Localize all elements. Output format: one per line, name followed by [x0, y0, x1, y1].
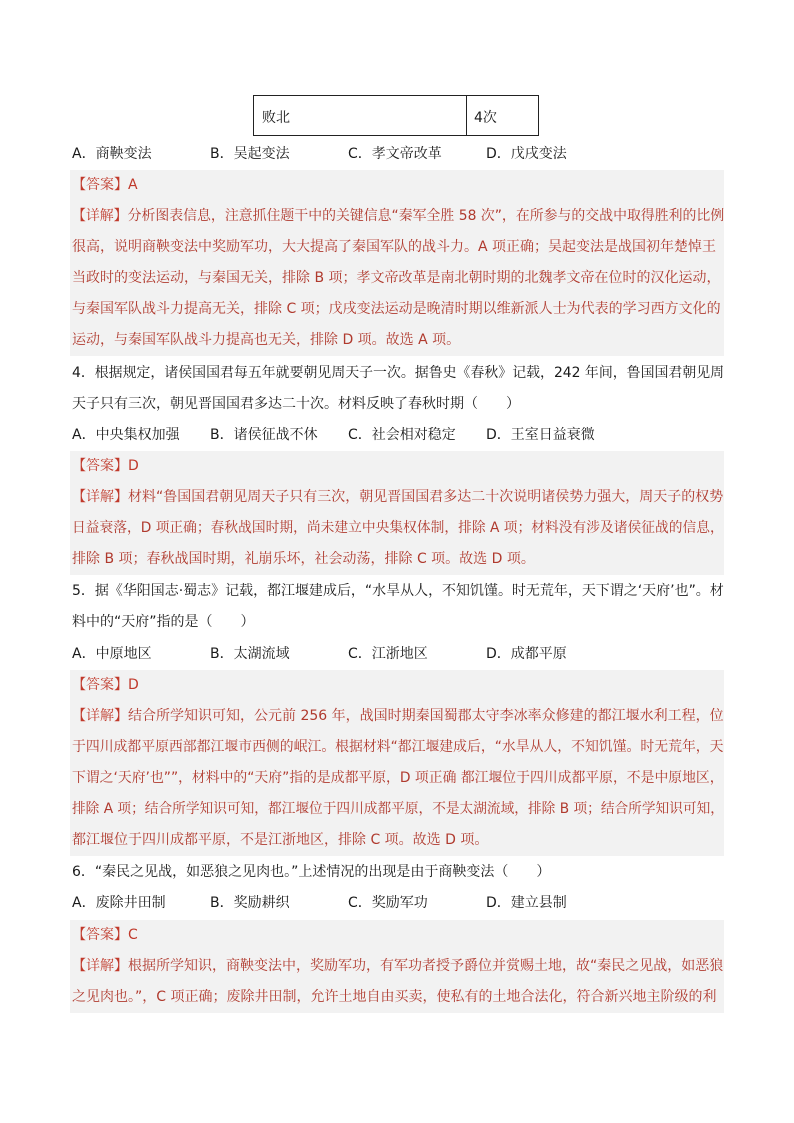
table-cell-outcome: 败北: [254, 96, 467, 135]
q6-option-c: C．奖励军功: [348, 895, 428, 911]
q3-option-a: A．商鞅变法: [72, 146, 152, 162]
answer-value: D: [128, 677, 139, 693]
q3-option-d: D．戊戌变法: [486, 146, 567, 162]
q3-answer: [72, 176, 724, 194]
q6-options: [72, 894, 724, 912]
q6-option-a: A．废除井田制: [72, 895, 166, 911]
detail-label: 【详解】: [72, 708, 128, 724]
q5-detail-line-4: 排除 A 项；结合所学知识可知，都江堰位于四川成都平原，不是太湖流域，排除 B 项；结合所学知识可知，: [72, 801, 724, 817]
q5-detail-line-5: 都江堰位于四川成都平原，不是江浙地区，排除 C 项。故选 D 项。: [72, 832, 489, 848]
answer-value: C: [128, 927, 138, 943]
detail-text: 材料“鲁国国君朝见周天子只有三次，朝见晋国国君多达二十次说明诸侯势力强大，周天子的权势: [128, 489, 724, 505]
detail-label: 【详解】: [72, 489, 128, 505]
q6-detail-line-1: [72, 957, 724, 975]
q6-answer: [72, 926, 724, 944]
detail-text: 结合所学知识可知，公元前 256 年，战国时期秦国蜀郡太守李冰率众修建的都江堰水利工程，位: [128, 708, 724, 724]
q6-option-d: D．建立县制: [486, 895, 567, 911]
answer-value: A: [128, 177, 138, 193]
q5-detail-line-1: [72, 707, 724, 725]
q6-option-b: B．奖励耕织: [210, 895, 290, 911]
q5-detail-line-3: 下谓之‘天府’也””，材料中的“天府”指的是成都平原，D 项正确 都江堰位于四川成都平原，不是中原地区，: [72, 770, 724, 786]
q5-options: [72, 645, 724, 663]
q3-detail-line-5: 运动，与秦国军队战斗力提高也无关，排除 D 项。故选 A 项。: [72, 332, 461, 348]
q3-option-c: C．孝文帝改革: [348, 146, 442, 162]
q6-stem-line-1: 6．“秦民之见战，如恶狼之见肉也。”上述情况的出现是由于商鞅变法（ ）: [72, 864, 551, 880]
answer-label: 【答案】: [72, 927, 128, 943]
q5-option-c: C．江浙地区: [348, 646, 428, 662]
q3-detail-line-3: 当政时的变法运动，与秦国无关，排除 B 项；孝文帝改革是南北朝时期的北魏孝文帝在位时的汉化运动，: [72, 270, 721, 286]
q3-detail-line-4: 与秦国军队战斗力提高无关，排除 C 项；戊戌变法运动是晚清时期以维新派人士为代表的学习西方文化的: [72, 301, 721, 317]
q4-detail-line-3: 排除 B 项；春秋战国时期，礼崩乐坏，社会动荡，排除 C 项。故选 D 项。: [72, 551, 535, 567]
q5-answer-block: [70, 670, 724, 856]
answer-label: 【答案】: [72, 177, 128, 193]
q5-option-a: A．中原地区: [72, 646, 152, 662]
detail-text: 分析图表信息，注意抓住题干中的关键信息“秦军全胜 58 次”，在所参与的交战中取得胜利的比例: [127, 208, 725, 224]
q4-answer: [72, 457, 724, 475]
q4-option-a: A．中央集权加强: [72, 427, 180, 443]
detail-label: 【详解】: [72, 958, 128, 974]
table-cell-count: 4次: [474, 110, 497, 126]
answer-value: D: [128, 458, 139, 474]
answer-label: 【答案】: [72, 458, 128, 474]
q5-answer: [72, 676, 724, 694]
q4-options: [72, 426, 724, 444]
q5-option-d: D．成都平原: [486, 646, 567, 662]
q4-option-d: D．王室日益衰微: [486, 427, 595, 443]
q5-option-b: B．太湖流域: [210, 646, 290, 662]
detail-label: 【详解】: [72, 208, 128, 224]
q4-stem-line-1: 4．根据规定，诸侯国国君每五年就要朝见周天子一次。据鲁史《春秋》记载，242 年间，鲁国国君朝见周: [72, 365, 725, 381]
q3-detail-line-1: [72, 207, 725, 225]
q4-detail-line-2: 日益衰落，D 项正确；春秋战国时期，尚未建立中央集权体制，排除 A 项；材料没有涉及诸侯征战的信息，: [72, 520, 724, 536]
q4-detail-line-1: [72, 488, 724, 506]
q4-option-c: C．社会相对稳定: [348, 427, 456, 443]
detail-text: 根据所学知识，商鞅变法中，奖励军功，有军功者授予爵位并赏赐土地，故“秦民之见战，如恶狼: [128, 958, 724, 974]
q3-answer-block: [70, 170, 724, 356]
result-table-row: [253, 95, 539, 136]
q4-stem-line-2: 天子只有三次，朝见晋国国君多达二十次。材料反映了春秋时期（ ）: [72, 396, 520, 412]
q6-detail-line-2: 之见肉也。”，C 项正确；废除井田制，允许土地自由买卖，使私有的土地合法化，符合新兴地主阶级的利: [72, 989, 717, 1005]
answer-label: 【答案】: [72, 677, 128, 693]
q3-options: [72, 145, 724, 163]
q5-stem-line-2: 料中的“天府”指的是（ ）: [72, 614, 255, 630]
q4-option-b: B．诸侯征战不休: [210, 427, 318, 443]
q5-detail-line-2: 于四川成都平原西部都江堰市西侧的岷江。根据材料“都江堰建成后，“水旱从人，不知饥馑。时无荒年，天: [72, 739, 724, 755]
q3-option-b: B．吴起变法: [210, 146, 290, 162]
q3-detail-line-2: 很高，说明商鞅变法中奖励军功，大大提高了秦国军队的战斗力。A 项正确；吴起变法是战国初年楚悼王: [72, 239, 717, 255]
q5-stem-line-1: 5．据《华阳国志·蜀志》记载，都江堰建成后，“水旱从人，不知饥馑。时无荒年，天下谓之‘天府’也”。材: [72, 583, 724, 599]
